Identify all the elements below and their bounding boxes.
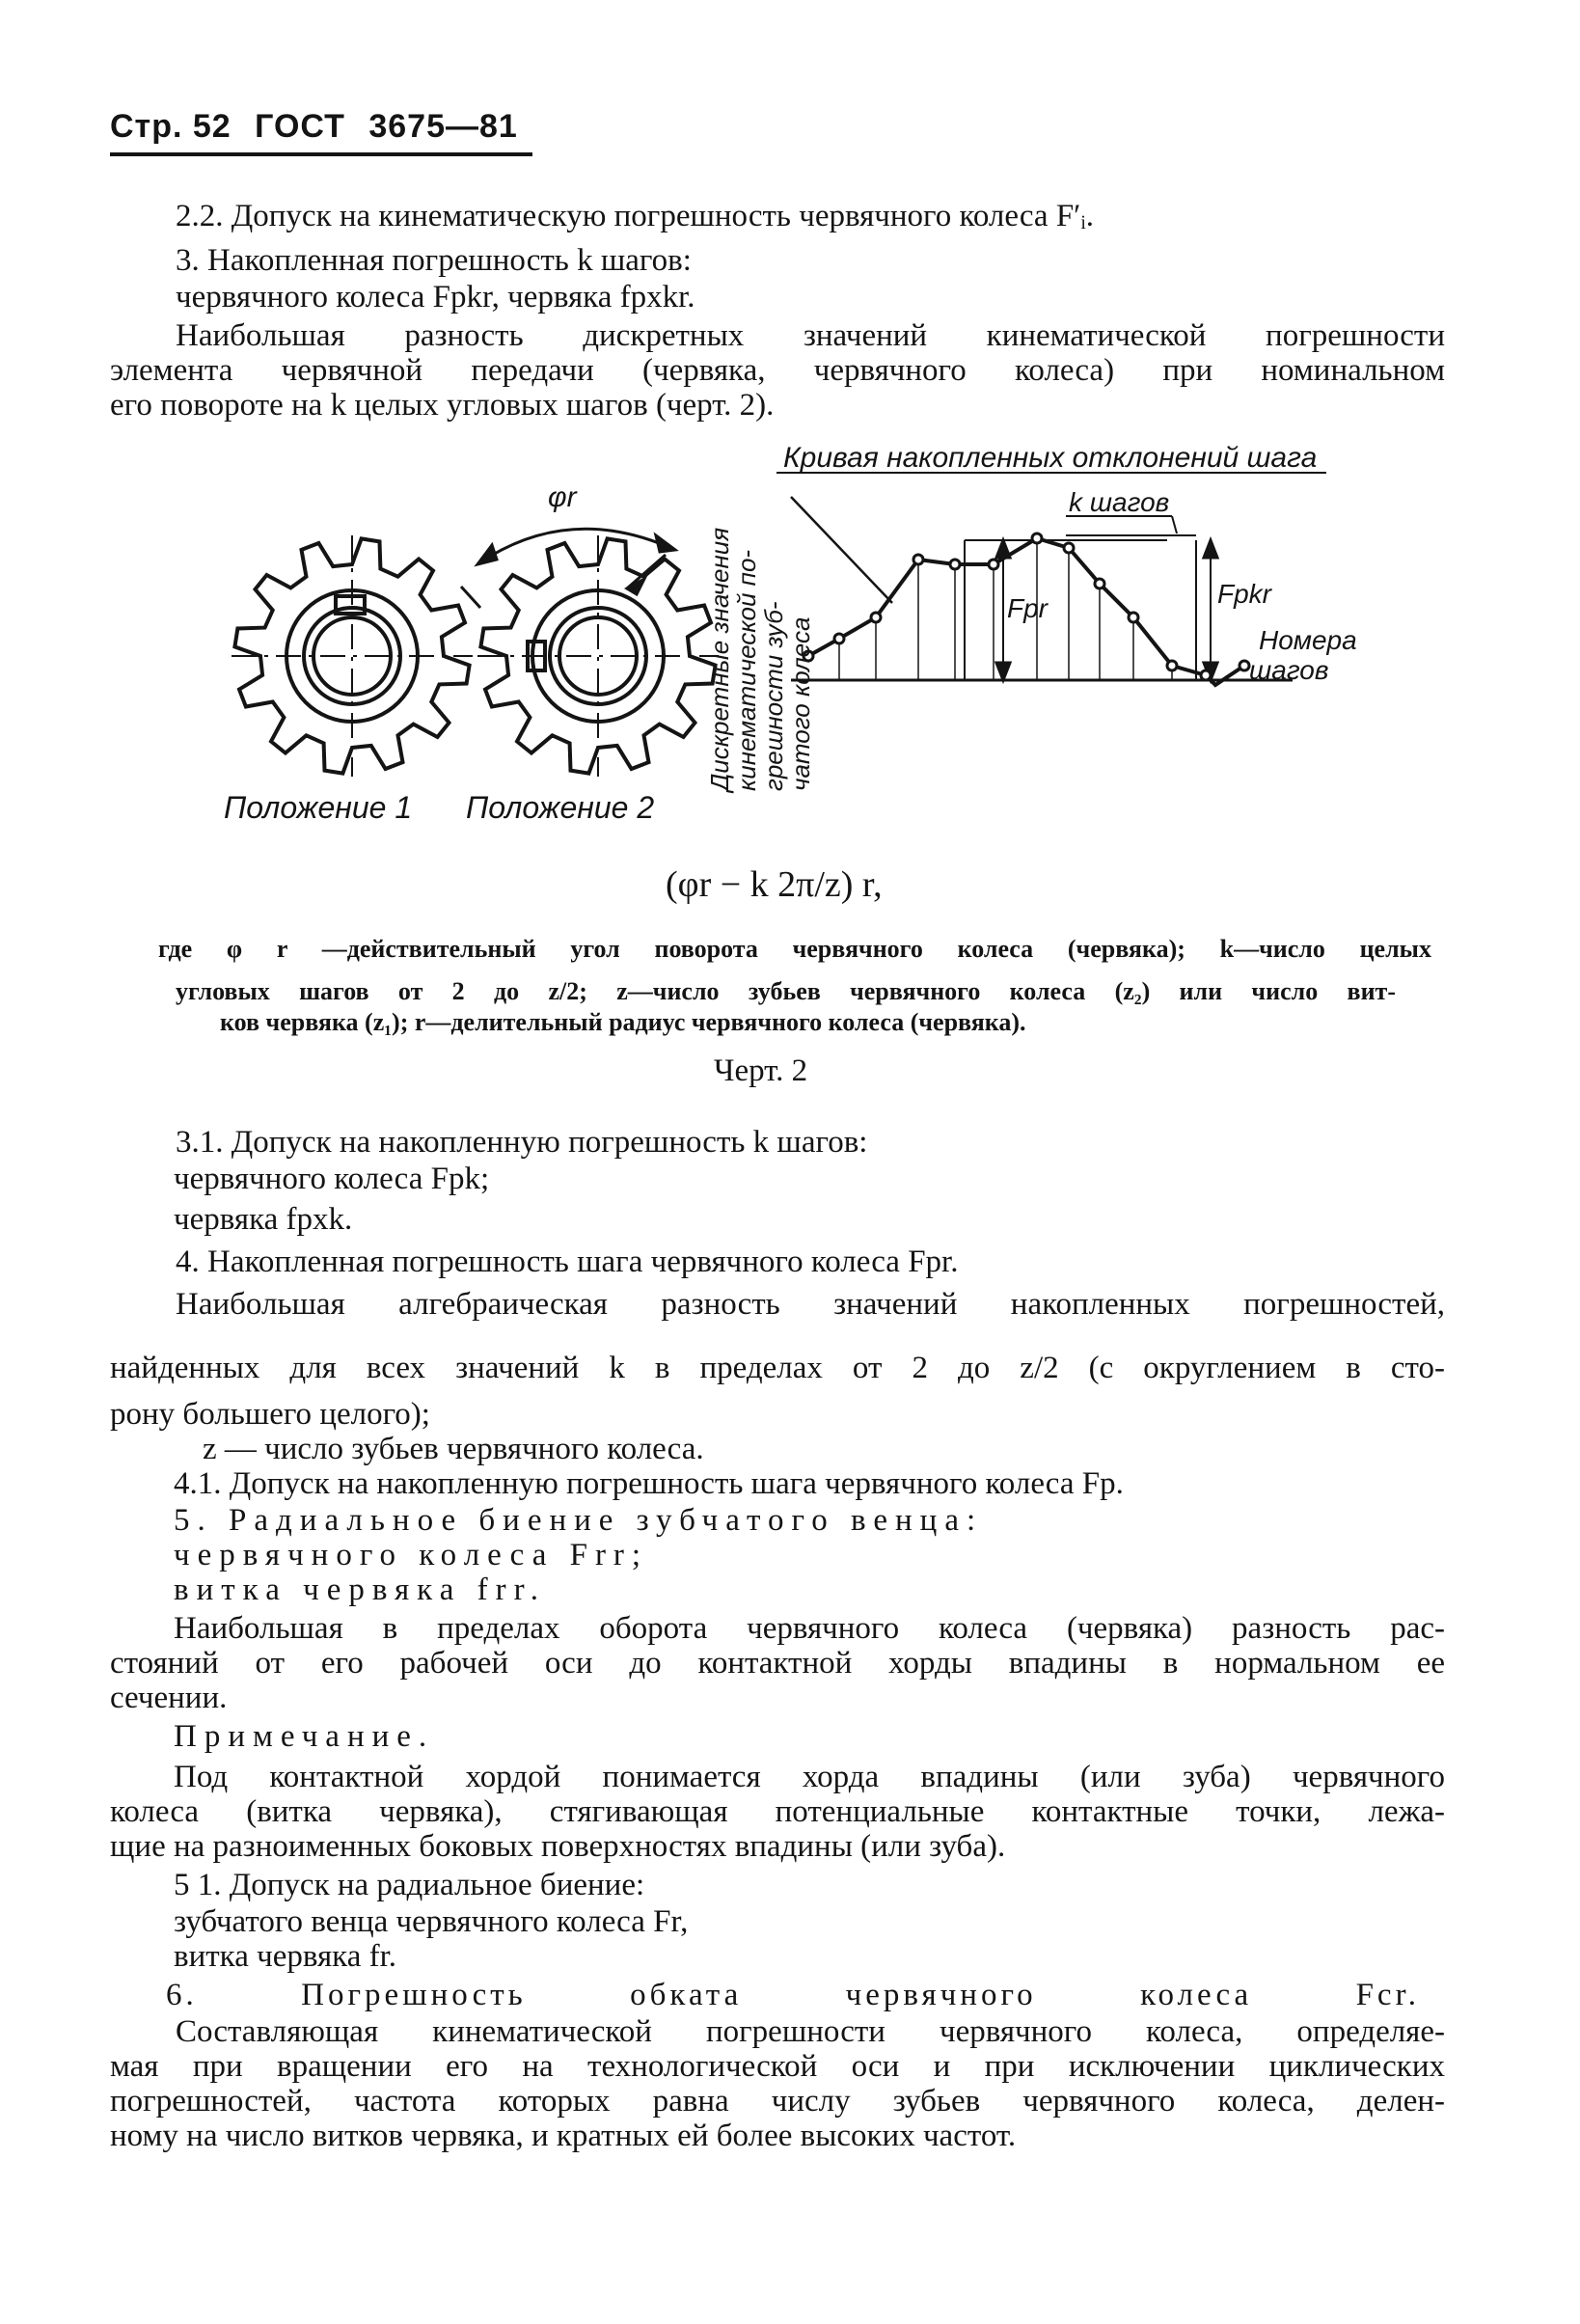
angle-label: φr: [548, 481, 577, 513]
text-line: мая при вращении его на технологической оси и при исключении циклических: [110, 2049, 1445, 2084]
fpr-label: Fpr: [1007, 593, 1048, 623]
text-line: Наибольшая алгебраическая разность значений накопленных погрешностей,: [176, 1287, 1445, 1322]
text-line: 6. Погрешность обката червячного колеса Fcr.: [166, 1978, 1420, 2012]
text-line: колеса (витка червяка), стягивающая потенциальные контактные точки, лежа-: [110, 1794, 1445, 1829]
text-line: червячного колеса Fpk;: [174, 1162, 490, 1196]
text-line: 3. Накопленная погрешность k шагов:: [176, 243, 692, 278]
caption-line: угловых шагов от 2 до z/2; z—число зубьев червячного колеса (z₂) или число вит-: [176, 977, 1396, 1005]
text-line: Примечание.: [174, 1719, 435, 1754]
text-line: червяка fpxk.: [174, 1202, 353, 1237]
text-line: червячного колеса Fpkr, червяка fpxkr.: [176, 280, 695, 314]
caption-line: где φ r —действительный угол поворота червячного колеса (червяка); k—число целых: [158, 935, 1431, 963]
vertical-label: [705, 528, 815, 794]
gear-position-1: [232, 535, 473, 777]
text-line: его повороте на k целых угловых шагов (черт. 2).: [110, 388, 775, 423]
text-line: 2.2. Допуск на кинематическую погрешность червячного колеса F′ᵢ.: [176, 199, 1095, 233]
page-number: Стр. 52: [110, 108, 232, 145]
caption-line: ков червяка (z₁); r—делительный радиус червячного колеса (червяка).: [220, 1008, 1026, 1036]
position-1-label: Положение 1: [224, 790, 413, 825]
text-line: рону большего целого);: [110, 1397, 430, 1432]
text-line: погрешностей, частота которых равна числу зубьев червячного колеса, делен-: [110, 2084, 1445, 2119]
text-line: щие на разноименных боковых поверхностях впадины (или зуба).: [110, 1829, 1006, 1864]
text-line: 5. Радиальное биение зубчатого венца:: [174, 1503, 984, 1538]
vertical-label-line: Дискретные значения: [705, 527, 734, 791]
text-line: червячного колеса Frr;: [174, 1538, 649, 1572]
text-line: z — число зубьев червячного колеса.: [203, 1432, 704, 1466]
text-line: элемента червячной передачи (червяка, червячного колеса) при номинальном: [110, 353, 1445, 388]
k-steps-label: k шагов: [1069, 487, 1170, 517]
formula: (φr − k 2π/z) r,: [666, 864, 883, 905]
steps-label-2: шагов: [1249, 655, 1329, 685]
standard-number: 3675—81: [368, 108, 518, 145]
standard-name: ГОСТ: [255, 108, 345, 145]
text-line: 5 1. Допуск на радиальное биение:: [174, 1868, 645, 1902]
text-line: Наибольшая в пределах оборота червячного колеса (червяка) разность рас-: [174, 1611, 1445, 1646]
text-line: найденных для всех значений k в пределах от 2 до z/2 (с округлением в сто-: [110, 1351, 1445, 1385]
gear-position-2: [477, 535, 719, 777]
steps-label-1: Номера: [1259, 625, 1357, 655]
vertical-label-line: кинематической по-: [732, 549, 761, 791]
text-line: Под контактной хордой понимается хорда впадины (или зуба) червячного: [174, 1760, 1445, 1794]
text-line: 4. Накопленная погрешность шага червячного колеса Fpr.: [176, 1244, 959, 1279]
vertical-label-line: грешности зуб-: [759, 601, 788, 791]
position-2-label: Положение 2: [466, 790, 655, 825]
text-line: ному на число витков червяка, и кратных ей более высоких частот.: [110, 2119, 1017, 2153]
text-line: стояний от его рабочей оси до контактной хорды впадины в нормальном ее: [110, 1646, 1445, 1681]
text-line: Наибольшая разность дискретных значений кинематической погрешности: [176, 318, 1445, 353]
text-line: сечении.: [110, 1681, 228, 1715]
figure-title: Черт. 2: [714, 1053, 808, 1088]
vertical-label-line: чатого колеса: [786, 616, 815, 791]
text-line: зубчатого венца червячного колеса Fr,: [174, 1904, 689, 1939]
text-line: витка червяка fr.: [174, 1939, 396, 1974]
text-line: витка червяка frr.: [174, 1572, 546, 1607]
text-line: Составляющая кинематической погрешности червячного колеса, определяе-: [176, 2014, 1445, 2049]
text-line: 3.1. Допуск на накопленную погрешность k шагов:: [176, 1125, 868, 1160]
text-line: 4.1. Допуск на накопленную погрешность шага червячного колеса Fp.: [174, 1466, 1124, 1501]
curve-label: Кривая накопленных отклонений шага: [783, 442, 1318, 474]
fpkr-label: Fpkr: [1217, 579, 1271, 609]
